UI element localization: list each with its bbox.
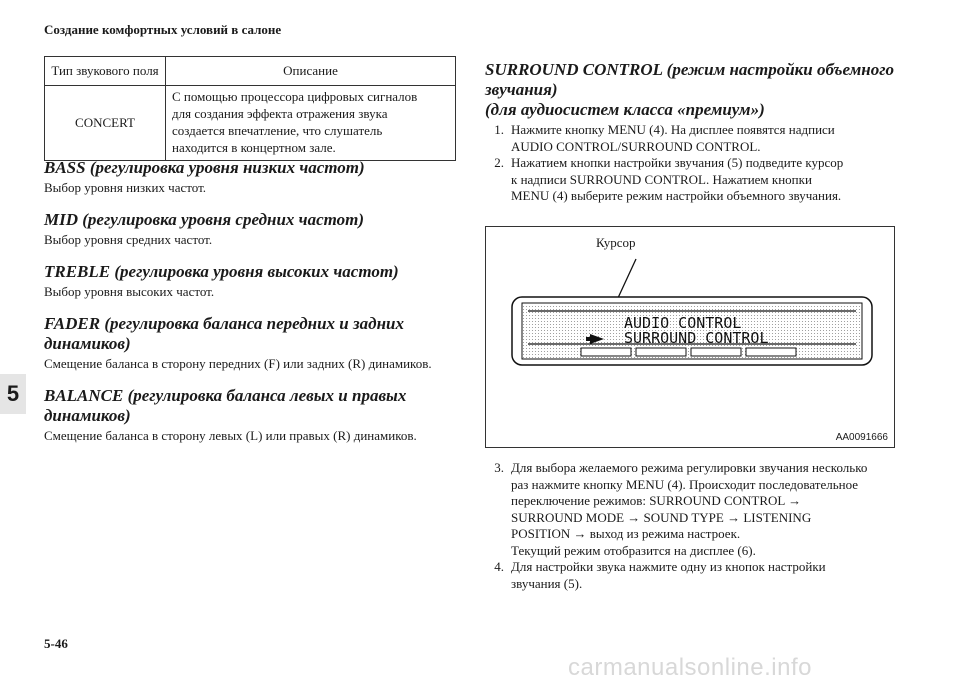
steps-list-top <box>485 122 905 205</box>
segment-icon <box>691 348 741 356</box>
section-mid <box>44 210 464 248</box>
section-treble <box>44 262 464 300</box>
section-title: BASS (регулировка уровня низких частот) <box>44 158 365 177</box>
table-header-description: Описание <box>166 57 456 86</box>
cursor-label: Курсор <box>596 235 636 250</box>
table-row <box>45 86 456 161</box>
table-cell-description <box>166 86 456 161</box>
section-text: Выбор уровня низких частот. <box>44 180 207 195</box>
segment-icon <box>746 348 796 356</box>
description-line: создается впечатление, что слушатель <box>172 123 383 138</box>
description-line: С помощью процессора цифровых сигналов <box>172 89 418 104</box>
watermark: carmanualsonline.info <box>568 654 812 681</box>
segment-icon <box>636 348 686 356</box>
description-line: находится в концертном зале. <box>172 140 336 155</box>
section-title: BALANCE (регулировка баланса левых и правых динамиков) <box>44 386 407 425</box>
section-bass <box>44 158 464 196</box>
table-cell-name: CONCERT <box>45 86 166 161</box>
display-line-2: SURROUND CONTROL <box>624 329 769 347</box>
left-column <box>44 158 464 458</box>
section-fader <box>44 314 464 372</box>
chapter-tab: 5 <box>0 374 26 414</box>
list-item: 3. Для выбора желаемого режима регулировки звучания несколько раз нажмите кнопку MENU (4). Происходит последовательное переключение режимов: SURROUND CONTROL → SURROUND MODE → SOUND TYPE → LISTENING POSITION → выход из режима настроек. Текущий режим отобразится на дисплее (6). <box>494 460 868 558</box>
page-number: 5-46 <box>44 636 68 651</box>
table-header-row <box>45 57 456 86</box>
surround-title: SURROUND CONTROL (режим настройки объемного звучания) (для аудиосистем класса «премиум») <box>485 60 894 119</box>
list-item: 4. Для настройки звука нажмите одну из кнопок настройки звучания (5). <box>494 559 826 591</box>
display-line-1: AUDIO CONTROL <box>624 314 742 332</box>
steps-list-bottom <box>485 460 905 592</box>
display-figure <box>485 226 895 448</box>
section-title: MID (регулировка уровня средних частот) <box>44 210 365 229</box>
list-item: 1. Нажмите кнопку MENU (4). На дисплее появятся надписи AUDIO CONTROL/SURROUND CONTROL. <box>494 122 835 154</box>
display-illustration <box>486 227 894 447</box>
section-title: TREBLE (регулировка уровня высоких частот) <box>44 262 399 281</box>
segment-icon <box>581 348 631 356</box>
lower-steps <box>485 458 905 592</box>
section-text: Смещение баланса в сторону передних (F) или задних (R) динамиков. <box>44 356 432 371</box>
table-header-type: Тип звукового поля <box>45 57 166 86</box>
description-line: для создания эффекта отражения звука <box>172 106 388 121</box>
section-text: Выбор уровня высоких частот. <box>44 284 215 299</box>
figure-code: AA0091666 <box>835 432 888 443</box>
list-item: 2. Нажатием кнопки настройки звучания (5) подведите курсор к надписи SURROUND CONTROL. Нажатием кнопки MENU (4) выберите режим настройки объемного звучания. <box>494 155 844 203</box>
page-header-title: Создание комфортных условий в салоне <box>44 22 282 37</box>
section-text: Смещение баланса в сторону левых (L) или правых (R) динамиков. <box>44 428 417 443</box>
sound-field-table <box>44 56 456 161</box>
section-balance <box>44 386 464 444</box>
section-title: FADER (регулировка баланса передних и задних динамиков) <box>44 314 404 353</box>
section-text: Выбор уровня средних частот. <box>44 232 213 247</box>
right-column <box>485 60 905 205</box>
